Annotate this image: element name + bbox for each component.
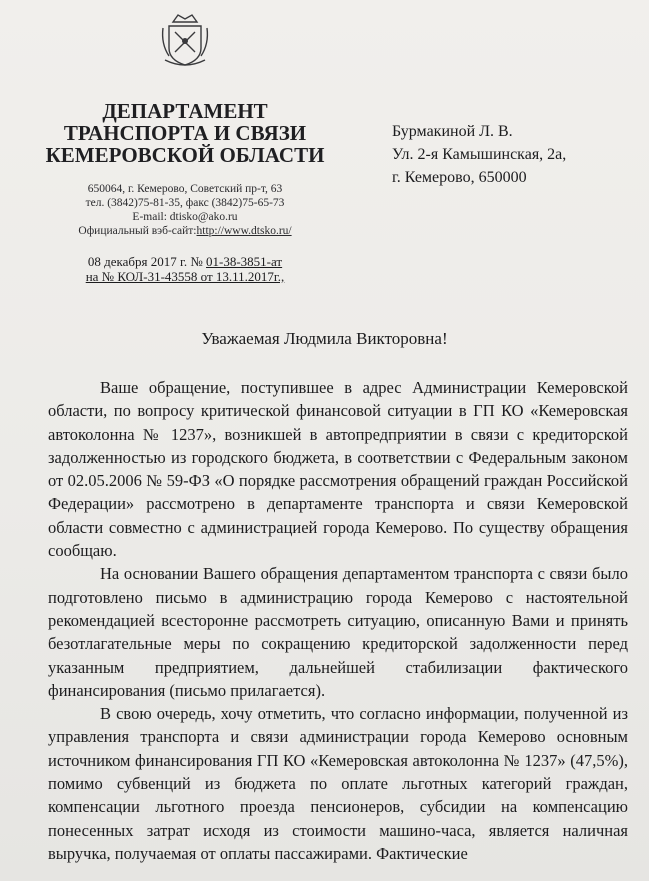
website-label: Официальный вэб-сайт: xyxy=(78,225,197,237)
recipient-name: Бурмакиной Л. В. xyxy=(392,123,513,140)
greeting: Уважаемая Людмила Викторовна! xyxy=(201,329,448,348)
website-link[interactable]: http://www.dtsko.ru/ xyxy=(196,225,292,237)
coat-of-arms-icon xyxy=(159,10,211,68)
letter-reference xyxy=(40,254,330,284)
website-line xyxy=(40,224,330,238)
body-paragraph: На основании Вашего обращения департаментом транспорта с связи было подготовлено письмо в администрацию города Кемерово с настоятельной рекомендацией всесторонне рассмотреть ситуацию, описанную Вами и принять безотлагательные меры по сокращению кредиторской задолженности перед указанным предприятием, дальнейшей стабилизации фактического финансирования (письмо прилагается). xyxy=(48,564,628,700)
recipient-street: Ул. 2-я Камышинская, 2а, xyxy=(392,146,567,163)
recipient-city: г. Кемерово, 650000 xyxy=(392,169,527,186)
department-line: КЕМЕРОВСКОЙ ОБЛАСТИ xyxy=(45,143,325,167)
letter-date: 08 декабря 2017 г. № xyxy=(87,254,207,269)
department-line: ДЕПАРТАМЕНТ xyxy=(102,99,268,123)
contact-block xyxy=(40,182,330,238)
body-paragraph: Ваше обращение, поступившее в адрес Администрации Кемеровской области, по вопросу критической финансовой ситуации в ГП КО «Кемеровская автоколонна № 1237», возникшей в автопредприятии в связи с кредиторской задолженностью из городского бюджета, в соответствии с Федеральным законом от 02.05.2006 № 59-ФЗ «О порядке рассмотрения обращений граждан Российской Федерации» рассмотрено в департаменте транспорта и связи Кемеровской области совместно с администрацией города Кемерово. По существу обращения сообщаю. xyxy=(48,378,628,561)
postal-address: 650064, г. Кемерово, Советский пр-т, 63 xyxy=(87,183,283,195)
email: E-mail: dtisko@ako.ru xyxy=(132,211,238,223)
reply-reference: на № КОЛ-31-43558 от 13.11.2017г., xyxy=(85,269,285,284)
phone-fax: тел. (3842)75-81-35, факс (3842)75-65-73 xyxy=(85,197,285,209)
outgoing-number: 01-38-3851-ат xyxy=(206,254,283,269)
department-line: ТРАНСПОРТА И СВЯЗИ xyxy=(63,121,307,145)
recipient-block xyxy=(392,120,566,189)
reference-date-line xyxy=(40,254,330,269)
department-name xyxy=(40,100,330,166)
letter-body xyxy=(48,376,628,865)
body-paragraph: В свою очередь, хочу отметить, что согласно информации, полученной из управления транспорта и связи администрации города Кемерово основным источником финансирования ГП КО «Кемеровская автоколонна № 1237» (47,5%), помимо субвенций из бюджета по оплате льготных категорий граждан, компенсации льготного проезда пенсионеров, субсидии на компенсацию понесенных затрат исходя из стоимости машино-часа, является наличная выручка, получаемая от оплаты пассажирами. Фактические xyxy=(48,704,628,863)
